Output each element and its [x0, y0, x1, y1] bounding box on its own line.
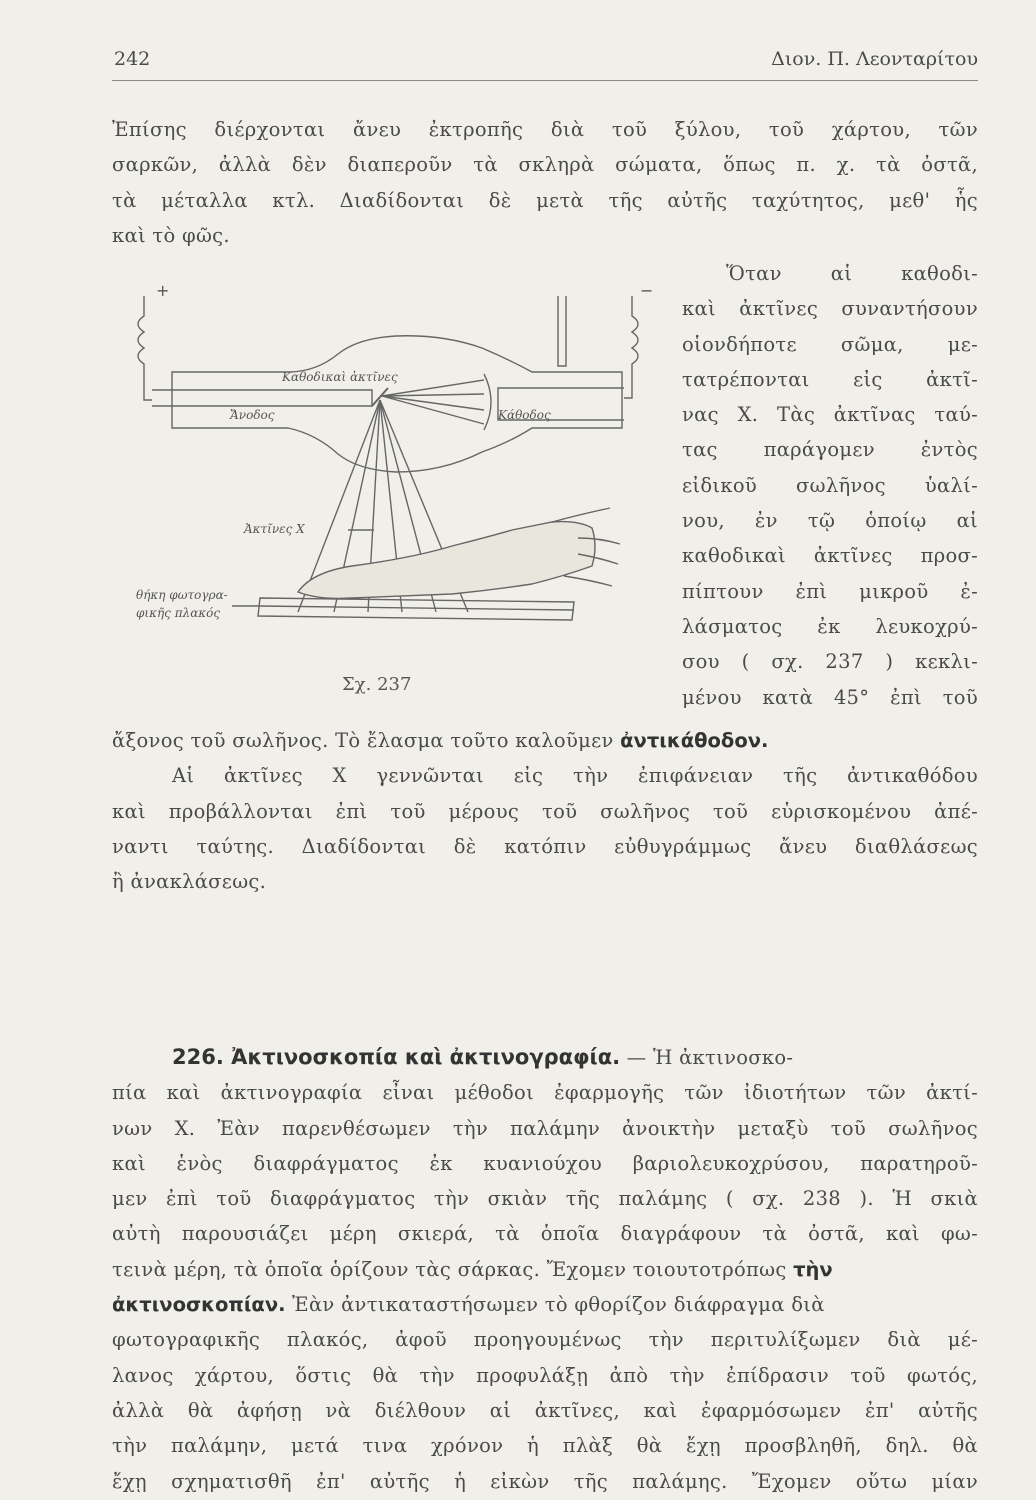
term-antikathodos: ἀντικάθοδον.: [620, 729, 769, 752]
text-line: ἢ ἀνακλάσεως.: [112, 870, 267, 894]
plate-holder-edge: [260, 606, 574, 610]
text-fragment: Ἐὰν ἀντικαταστήσωμεν τὸ φθορίζον διάφραγμα διὰ: [292, 1293, 825, 1317]
text-line: τας παράγομεν ἐντὸς: [682, 438, 978, 462]
text-line: ἀλλὰ θὰ ἀφήσῃ νὰ διέλθουν αἱ ἀκτῖνες, καὶ ἐφαρμόσωμεν ἐπ' αὐτῆς: [112, 1398, 978, 1422]
text-line: εἰδικοῦ σωλῆνος ὑαλί-: [682, 473, 978, 497]
text-fragment: τεινὰ μέρη, τὰ ὁποῖα ὁρίζουν τὰς σάρκας. Ἔχομεν τοιουτοτρόπως: [112, 1257, 787, 1281]
text-line: φωτογραφικῆς πλακός, ἀφοῦ προηγουμένως τὴν περιτυλίξωμεν διὰ μέ-: [112, 1328, 978, 1352]
text-line: τὰ μέταλλα κτλ. Διαδίδονται δὲ μετὰ τῆς αὐτῆς ταχύτητος, μεθ' ἧς: [112, 188, 978, 212]
cathode-cup: [484, 374, 491, 430]
text-line: μεν ἐπὶ τοῦ διαφράγματος τὴν σκιὰν τῆς παλάμης ( σχ. 238 ). Ἡ σκιὰ: [112, 1187, 978, 1211]
text-line: καὶ ἑνὸς διαφράγματος ἐκ κυανιούχου βαριολευκοχρύσου, παρατηροῦ-: [112, 1151, 978, 1175]
text-line: Ἐπίσης διέρχονται ἄνευ ἐκτροπῆς διὰ τοῦ ξύλου, τοῦ χάρτου, τῶν: [112, 118, 978, 141]
figure-237: [112, 276, 672, 726]
cathode-rays-label: Καθοδικαὶ ἀκτῖνες: [282, 370, 398, 384]
text-line: νας Χ. Τὰς ἀκτῖνας ταύ-: [682, 403, 978, 427]
anode-label: Ἄνοδος: [230, 408, 275, 422]
side-arm: [558, 296, 566, 366]
text-line: σαρκῶν, ἀλλὰ δὲν διαπεροῦν τὰ σκληρὰ σώματα, ὅπως π. χ. τὰ ὀστᾶ,: [112, 153, 978, 177]
text-line: πία καὶ ἀκτινογραφία εἶναι μέθοδοι ἐφαρμογῆς τῶν ἰδιοτήτων τῶν ἀκτί-: [112, 1081, 978, 1105]
right-coil: [624, 296, 638, 398]
text-line: [112, 1252, 978, 1287]
text-line: λάσματος ἐκ λευκοχρύ-: [682, 614, 978, 638]
section-heading: 226. Ἀκτινοσκοπία καὶ ἀκτινογραφία.: [172, 1045, 621, 1069]
text-line: [112, 1287, 978, 1322]
anode-stem: [152, 390, 372, 406]
text-line: ἔχῃ σχηματισθῆ ἐπ' αὐτῆς ἡ εἰκὼν τῆς παλάμης. Ἔχομεν οὕτω μίαν: [112, 1469, 978, 1493]
text-line: καὶ ἀκτῖνες συναντήσουν: [682, 297, 978, 321]
text-fragment: — Ἡ ἀκτινοσκο-: [626, 1046, 794, 1069]
text-line: καθοδικαὶ ἀκτῖνες προσ-: [682, 544, 978, 568]
xrays-label: Ἀκτῖνες Χ: [244, 522, 305, 536]
text-line: [112, 723, 978, 758]
plus-sign: +: [156, 281, 170, 300]
text-line: μένου κατὰ 45° ἐπὶ τοῦ: [682, 685, 978, 709]
antikathode-paragraph: [112, 723, 978, 899]
wrapped-paragraph: [682, 256, 978, 715]
cathode-ray: [382, 396, 484, 410]
text-line: τατρέπονται εἰς ἀκτῖ-: [682, 367, 978, 391]
text-line: πίπτουν ἐπὶ μικροῦ ἐ-: [682, 579, 978, 603]
plate-label-line-1: θήκη φωτογρα-: [136, 588, 228, 602]
text-line: σου ( σχ. 237 ) κεκλι-: [682, 650, 978, 674]
text-line: νων Χ. Ἐὰν παρενθέσωμεν τὴν παλάμην ἀνοικτὴν μεταξὺ τοῦ σωλῆνος: [112, 1116, 978, 1140]
page-header: [112, 48, 978, 81]
text-fragment: ἄξονος τοῦ σωλῆνος. Τὸ ἔλασμα τοῦτο καλοῦμεν: [112, 729, 614, 752]
section-226: [112, 1040, 978, 1499]
minus-sign: −: [640, 281, 654, 300]
tube-outline: [172, 336, 622, 472]
text-line: καὶ προβάλλονται ἐπὶ τοῦ μέρους τοῦ σωλῆνος τοῦ εὑρισκομένου ἀπέ-: [112, 799, 978, 823]
left-coil: [138, 296, 152, 400]
text-line: Ὅταν αἱ καθοδι-: [726, 262, 978, 285]
xray-tube-illustration: [112, 276, 672, 726]
text-line: Αἱ ἀκτῖνες Χ γεννῶνται εἰς τὴν ἐπιφάνειαν τῆς ἀντικαθόδου: [172, 764, 978, 788]
text-line: αὐτὴ παρουσιάζει μέρη σκιερά, τὰ ὁποῖα διαγράφουν τὰ ὀστᾶ, καὶ φω-: [112, 1222, 978, 1246]
plate-label-line-2: φικῆς πλακός: [136, 606, 221, 620]
term-aktinoskopia: ἀκτινοσκοπίαν.: [112, 1293, 286, 1317]
cathode-ray: [382, 396, 484, 424]
text-line: λανος χάρτου, ὅστις θὰ τὴν προφυλάξῃ ἀπὸ τὴν ἐπίδρασιν τοῦ φωτός,: [112, 1363, 978, 1387]
running-head: Διον. Π. Λεονταρίτου: [771, 48, 978, 70]
page-number: 242: [114, 48, 151, 70]
text-line: τὴν παλάμην, μετά τινα χρόνον ἡ πλὰξ θὰ ἔχῃ προσβληθῆ, δηλ. θὰ: [112, 1434, 978, 1458]
hand: [298, 522, 595, 599]
term-tin: τὴν: [793, 1257, 833, 1281]
figure-caption: Σχ. 237: [342, 674, 412, 695]
intro-paragraph: [112, 112, 978, 253]
text-line: νου, ἐν τῷ ὁποίῳ αἱ: [682, 509, 978, 533]
section-heading-line: [112, 1040, 978, 1075]
text-line: οἱονδήποτε σῶμα, με-: [682, 332, 978, 356]
cathode-label: Κάθοδος: [498, 408, 551, 422]
text-line: καὶ τὸ φῶς.: [112, 223, 230, 247]
text-line: ναντι ταύτης. Διαδίδονται δὲ κατόπιν εὐθυγράμμως ἄνευ διαθλάσεως: [112, 834, 978, 858]
